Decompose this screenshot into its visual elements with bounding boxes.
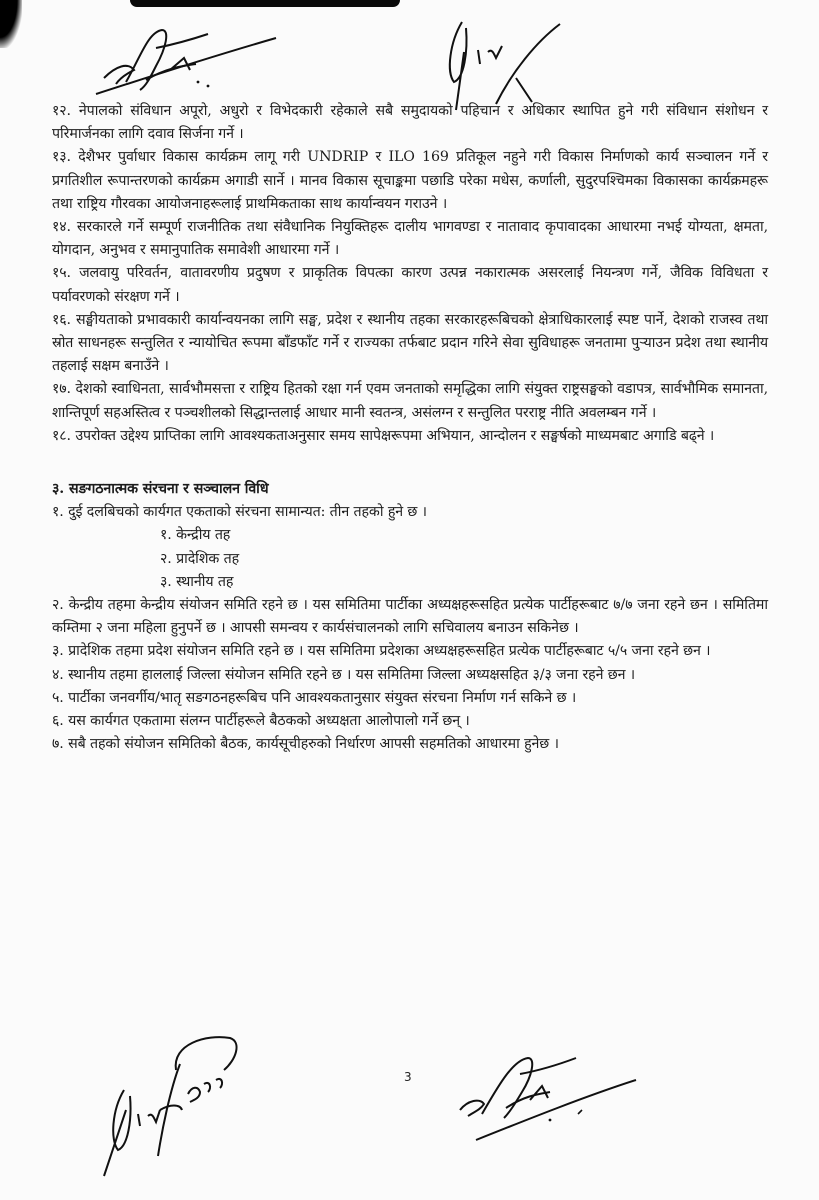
signature-bottom-right <box>446 1040 646 1150</box>
page-number: 3 <box>404 1070 412 1084</box>
list-item: १. दुई दलबिचको कार्यगत एकताको संरचना सामान्यत: तीन तहको हुने छ । <box>52 504 427 521</box>
list-item: २. केन्द्रीय तहमा केन्द्रीय संयोजन समिति रहने छ । यस समितिमा पार्टीका अध्यक्षहरूसहित प्रत्येक पार्टीहरूबाट ७/७ जना रहने छन । समितिमा कम्तिमा २ जना महिला हुनुपर्ने छ । आपसी समन्वय र कार्यसंचालनको लागि सचिवालय बनाउन सकिनेछ । <box>52 597 768 637</box>
scan-edge-shadow <box>0 0 819 14</box>
list-item: १६. सङ्घीयताको प्रभावकारी कार्यान्वयनका लागि सङ्घ, प्रदेश र स्थानीय तहका सरकारहरूबिचको क्षेत्राधिकारलाई स्पष्ट पार्ने, देशको राजस्व तथा स्रोत साधनहरू सन्तुलित र न्यायोचित रूपमा बाँडफाँट गर्ने र राज्यका तर्फबाट प्रदान गरिने सेवा सुविधाहरू जनतामा पुऱ्याउन प्रदेश तथा स्थानीय तहलाई सक्षम बनाउँने । <box>52 311 768 375</box>
section-heading: ३. सङगठनात्मक संरचना र सञ्चालन विधि <box>52 481 269 498</box>
signature-top-left <box>86 18 286 98</box>
list-item: ६. यस कार्यगत एकतामा संलग्न पार्टीहरूले बैठकको अध्यक्षता आलोपालो गर्ने छन् । <box>52 713 470 730</box>
sub-list-item: २. प्रादेशिक तह <box>160 550 240 567</box>
scan-top-bar <box>130 0 400 7</box>
document-body <box>52 100 768 756</box>
list-item: १८. उपरोक्त उद्देश्य प्राप्तिका लागि आवश्यकताअनुसार समय सापेक्षरूपमा अभियान, आन्दोलन र सङ्घर्षको माध्यमबाट अगाडि बढ्ने । <box>52 427 715 444</box>
list-item: १४. सरकारले गर्ने सम्पूर्ण राजनीतिक तथा संवैधानिक नियुक्तिहरू दालीय भागवण्डा र नातावाद कृपावादका आधारमा नभई योग्यता, क्षमता, योगदान, अनुभव र समानुपातिक समावेशी आधारमा गर्ने । <box>52 219 768 259</box>
list-item: १३. देशैभर पुर्वाधार विकास कार्यक्रम लागू गरी UNDRIP र ILO 169 प्रतिकूल नहुने गरी विकास निर्माणको कार्य सञ्चालन गर्ने र प्रगतिशील रूपान्तरणको कार्यक्रम अगाडी सार्ने । मानव विकास सूचाङ्कमा पछाडि परेका मधेस, कर्णाली, सुदुरपश्चिमका विकासका कार्यक्रमहरू तथा राष्ट्रिय गौरवका आयोजनाहरूलाई प्राथमिकताका साथ कार्यान्वयन गराउने । <box>52 149 768 212</box>
list-item: १२. नेपालको संविधान अपूरो, अधुरो र विभेदकारी रहेकाले सबै समुदायको पहिचान र अधिकार स्थापित हुने गरी संविधान संशोधन र परिमार्जनका लागि दवाव सिर्जना गर्ने । <box>52 103 768 143</box>
sub-list-item: ३. स्थानीय तह <box>160 573 234 590</box>
list-item: ४. स्थानीय तहमा हाललाई जिल्ला संयोजन समिति रहने छ । यस समितिमा जिल्ला अध्यक्षसहित ३/३ जना रहने छन । <box>52 666 636 683</box>
list-item: १७. देशको स्वाधिनता, सार्वभौमसत्ता र राष्ट्रिय हितको रक्षा गर्न एवम जनताको समृद्धिका लागि संयुक्त राष्ट्रसङ्घको वडापत्र, सार्वभौमिक समानता, शान्तिपूर्ण सहअस्तित्व र पञ्चशीलको सिद्धान्तलाई आधार मानी स्वतन्त्र, असंलग्न र सन्तुलित परराष्ट्र नीति अवलम्बन गर्ने । <box>52 381 768 421</box>
list-item: ३. प्रादेशिक तहमा प्रदेश संयोजन समिति रहने छ । यस समितिमा प्रदेशका अध्यक्षहरूसहित प्रत्येक पार्टीहरूबाट ५/५ जना रहने छन । <box>52 643 711 660</box>
sub-list-item: १. केन्द्रीय तह <box>160 527 231 544</box>
signature-bottom-left <box>96 1030 256 1180</box>
list-item: ५. पार्टीका जनवर्गीय/भातृ सङगठनहरूबिच पनि आवश्यकतानुसार संयुक्त संरचना निर्माण गर्न सकिने छ । <box>52 689 577 706</box>
list-item: ७. सबै तहको संयोजन समितिको बैठक, कार्यसूचीहरुको निर्धारण आपसी सहमतिको आधारमा हुनेछ । <box>52 736 559 753</box>
list-item: १५. जलवायु परिवर्तन, वातावरणीय प्रदुषण र प्राकृतिक विपत्का कारण उत्पन्न नकारात्मक असरलाई नियन्त्रण गर्ने, जैविक विविधता र पर्यावरणको संरक्षण गर्ने । <box>52 265 768 305</box>
scan-corner-shadow <box>0 0 22 48</box>
signature-top-center <box>432 12 572 112</box>
